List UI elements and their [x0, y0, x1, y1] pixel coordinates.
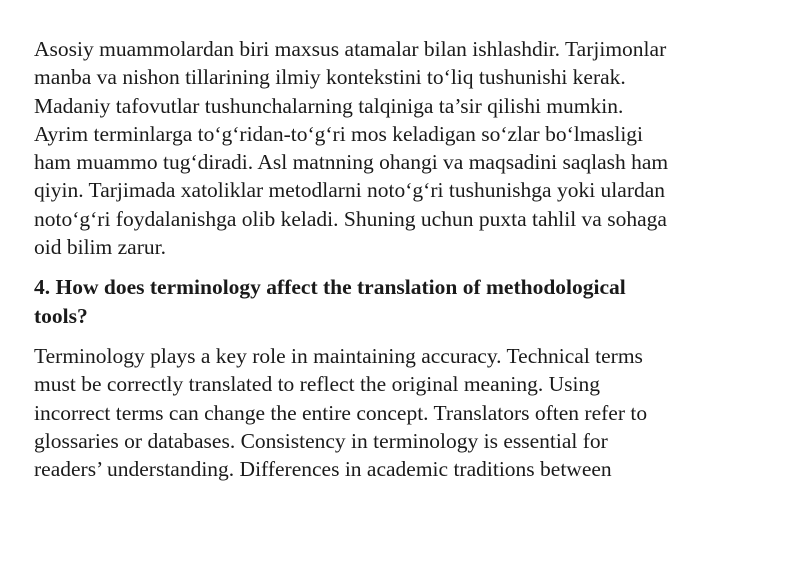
text-line: oid bilim zarur.	[34, 235, 166, 260]
text-line: readers’ understanding. Differences in academic traditions between	[34, 457, 612, 482]
text-line: manba va nishon tillarining ilmiy kontekstini to‘liq tushunishi kerak.	[34, 65, 626, 90]
text-line: Madaniy tafovutlar tushunchalarning talqiniga ta’sir qilishi mumkin.	[34, 93, 624, 118]
text-line: ham muammo tug‘diradi. Asl matnning ohangi va maqsadini saqlash ham	[34, 150, 669, 175]
heading-line: 4. How does terminology affect the translation of methodological	[34, 275, 626, 300]
text-line: Terminology plays a key role in maintaining accuracy. Technical terms	[34, 343, 643, 368]
heading-line: tools?	[34, 303, 88, 328]
paragraph-uzbek-challenges	[34, 35, 774, 261]
text-line: noto‘g‘ri foydalanishga olib keladi. Shuning uchun puxta tahlil va sohaga	[34, 206, 667, 231]
text-line: incorrect terms can change the entire concept. Translators often refer to	[34, 400, 648, 425]
text-line: Asosiy muammolardan biri maxsus atamalar bilan ishlashdir. Tarjimonlar	[34, 37, 667, 61]
section-heading-4	[34, 273, 774, 330]
text-line: must be correctly translated to reflect the original meaning. Using	[34, 372, 600, 397]
paragraph-terminology	[34, 342, 774, 483]
text-line: glossaries or databases. Consistency in terminology is essential for	[34, 428, 608, 453]
text-line: qiyin. Tarjimada xatoliklar metodlarni noto‘g‘ri tushunishga yoki ulardan	[34, 178, 666, 203]
text-line: Ayrim terminlarga to‘g‘ridan-to‘g‘ri mos keladigan so‘zlar bo‘lmasligi	[34, 121, 644, 146]
document-page	[34, 35, 774, 483]
